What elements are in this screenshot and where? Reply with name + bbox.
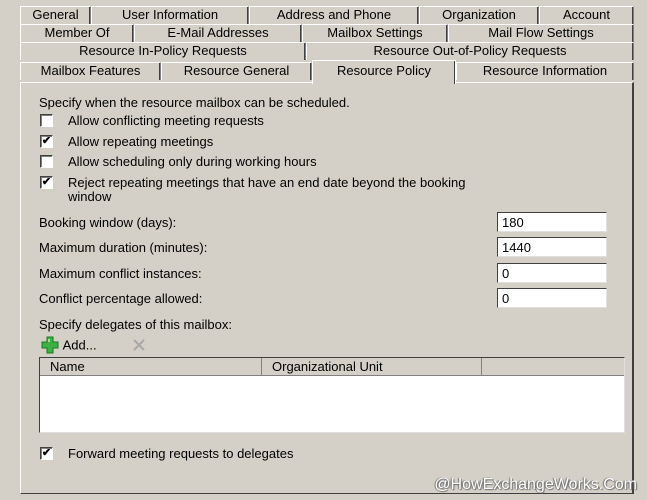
add-delegate-button[interactable]	[41, 336, 97, 354]
tab-address-and-phone[interactable]: Address and Phone	[249, 6, 419, 24]
conflict-percentage-input[interactable]	[497, 288, 607, 308]
schedule-heading: Specify when the resource mailbox can be scheduled.	[39, 95, 350, 110]
tab-account[interactable]: Account	[539, 6, 634, 24]
tab-mailbox-features[interactable]: Mailbox Features	[20, 62, 161, 80]
tab-general[interactable]: General	[20, 6, 91, 24]
watermark: @HowExchangeWorks.Com	[434, 476, 637, 493]
allow-conflicting-label: Allow conflicting meeting requests	[68, 113, 264, 128]
max-conflict-input[interactable]	[497, 263, 607, 283]
delegates-heading: Specify delegates of this mailbox:	[39, 317, 232, 332]
conflict-percentage-label: Conflict percentage allowed:	[39, 291, 203, 306]
tab-organization[interactable]: Organization	[419, 6, 539, 24]
working-hours-checkbox[interactable]	[40, 155, 53, 168]
tab-member-of[interactable]: Member Of	[20, 24, 134, 42]
allow-conflicting-checkbox[interactable]	[40, 114, 53, 127]
max-duration-input[interactable]	[497, 237, 607, 257]
max-conflict-label: Maximum conflict instances:	[39, 266, 202, 281]
reject-repeating-checkbox[interactable]: ✔	[41, 176, 52, 188]
max-duration-label: Maximum duration (minutes):	[39, 240, 208, 255]
tab-resource-general[interactable]: Resource General	[161, 62, 312, 80]
booking-window-label: Booking window (days):	[39, 215, 177, 230]
tab-resource-in-policy-requests[interactable]: Resource In-Policy Requests	[20, 42, 306, 60]
tab-resource-information[interactable]: Resource Information	[456, 62, 634, 80]
reject-repeating-label-cont: window	[68, 189, 112, 204]
working-hours-label: Allow scheduling only during working hours	[68, 154, 317, 169]
tab-resource-out-of-policy-requests[interactable]: Resource Out-of-Policy Requests	[306, 42, 634, 60]
remove-icon[interactable]	[131, 337, 147, 353]
tab-email-addresses[interactable]: E-Mail Addresses	[134, 24, 302, 42]
allow-repeating-checkbox[interactable]: ✔	[41, 135, 52, 147]
add-label: Add...	[62, 337, 97, 353]
forward-requests-label: Forward meeting requests to delegates	[68, 446, 294, 461]
tab-mail-flow-settings[interactable]: Mail Flow Settings	[448, 24, 634, 42]
column-header-filler	[482, 358, 624, 376]
tab-mailbox-settings[interactable]: Mailbox Settings	[302, 24, 448, 42]
delegates-list[interactable]	[39, 357, 625, 433]
booking-window-input[interactable]	[497, 212, 607, 232]
column-header-organizational-unit[interactable]: Organizational Unit	[262, 358, 482, 376]
allow-repeating-label: Allow repeating meetings	[68, 134, 214, 149]
forward-requests-checkbox[interactable]: ✔	[41, 447, 52, 459]
reject-repeating-label: Reject repeating meetings that have an end date beyond the booking	[68, 175, 466, 190]
column-header-name[interactable]: Name	[40, 358, 262, 376]
tab-resource-policy[interactable]: Resource Policy	[312, 60, 456, 84]
tab-user-information[interactable]: User Information	[91, 6, 249, 24]
add-icon	[41, 336, 59, 354]
resource-policy-panel	[20, 82, 634, 494]
